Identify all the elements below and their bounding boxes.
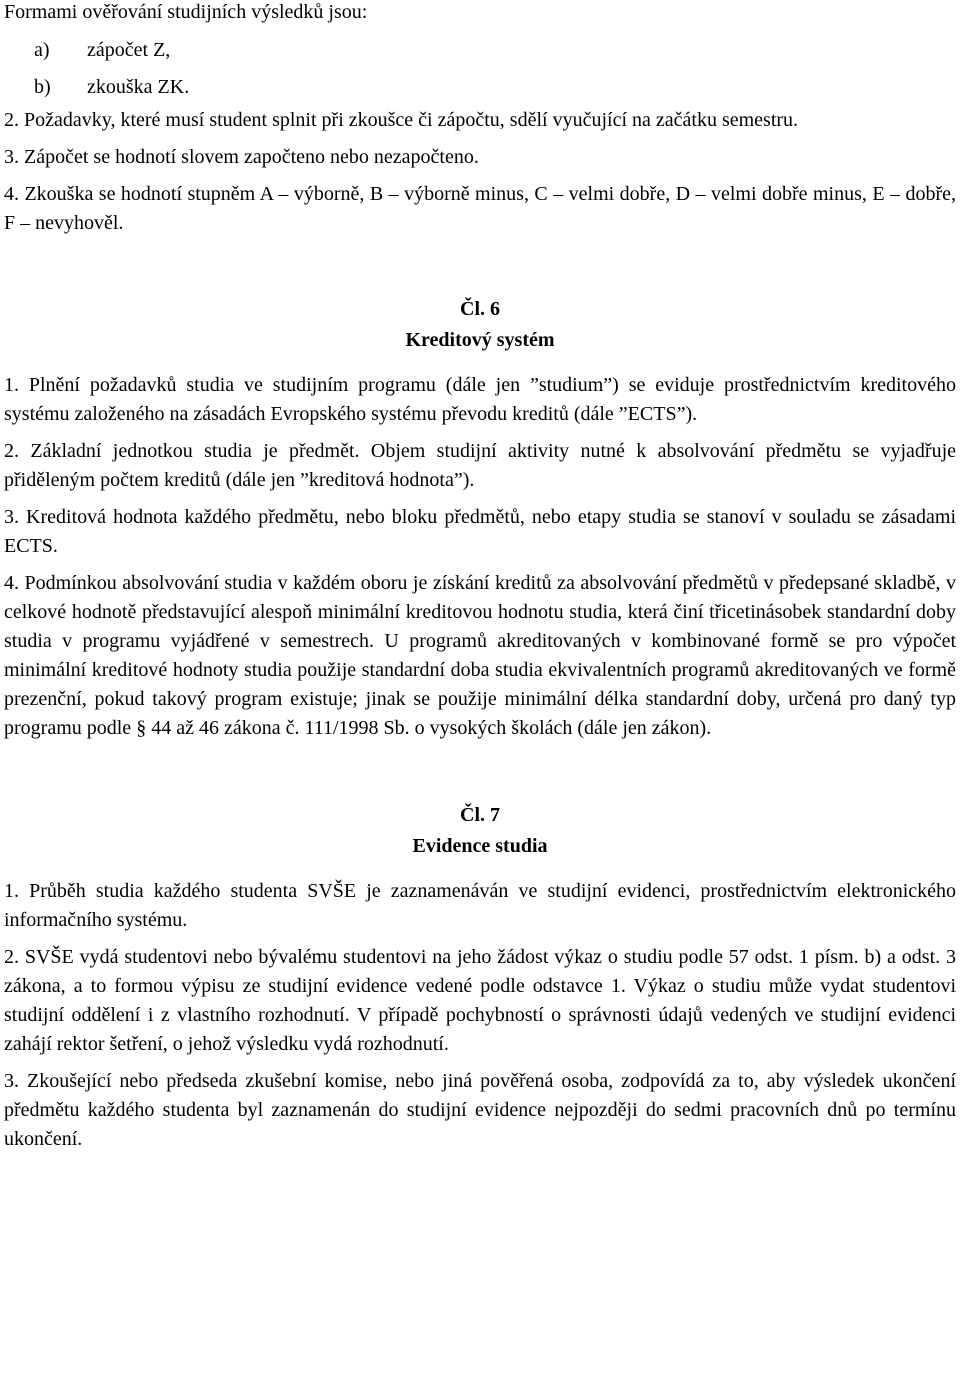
- paragraph: 4. Podmínkou absolvování studia v každém oboru je získání kreditů za absolvování předmětů v předepsané skladbě, v celkové hodnotě představující alespoň minimální kreditovou hodnotu studia, která činí třicetinásobek standardní doby studia v programu vyjádřené v semestrech. U programů akreditovaných v kombinované formě se pro výpočet minimální kreditové hodnoty studia použije standardní doba studia ekvivalentních programů akreditovaných ve formě prezenční, pokud takový program existuje; jinak se použije minimální délka standardní doby, určená pro daný typ programu podle § 44 až 46 zákona č. 111/1998 Sb. o vysokých školách (dále jen zákon).: [4, 572, 956, 739]
- paragraph: 3. Zápočet se hodnotí slovem započteno nebo nezapočteno.: [4, 146, 479, 168]
- list-text: zápočet Z,: [87, 39, 171, 61]
- list-marker: b): [34, 76, 51, 98]
- paragraph: 4. Zkouška se hodnotí stupněm A – výborně, B – výborně minus, C – velmi dobře, D – velmi dobře minus, E – dobře, F – nevyhověl.: [4, 183, 956, 234]
- paragraph: 3. Kreditová hodnota každého předmětu, nebo bloku předmětů, nebo etapy studia se stanoví v souladu se zásadami ECTS.: [4, 506, 956, 557]
- article-title: Kreditový systém: [405, 329, 555, 351]
- paragraph: 2. SVŠE vydá studentovi nebo bývalému studentovi na jeho žádost výkaz o studiu podle 57 odst. 1 písm. b) a odst. 3 zákona, a to formou výpisu ze studijní evidence vedené podle odstavce 1. Výkaz o studiu může vydat studentovi studijní oddělení i z vlastního rozhodnutí. V případě pochybností o správnosti údajů vedených ve studijní evidenci zahájí rektor šetření, o jehož výsledku vydá rozhodnutí.: [4, 946, 956, 1055]
- paragraph: 1. Průběh studia každého studenta SVŠE je zaznamenáván ve studijní evidenci, prostřednictvím elektronického informačního systému.: [4, 880, 956, 931]
- paragraph: 2. Základní jednotkou studia je předmět. Objem studijní aktivity nutné k absolvování předmětu se vyjadřuje přiděleným počtem kreditů (dále jen ”kreditová hodnota”).: [4, 440, 956, 491]
- paragraph: 2. Požadavky, které musí student splnit při zkoušce či zápočtu, sdělí vyučující na začátku semestru.: [4, 109, 799, 131]
- list-item: [4, 32, 956, 69]
- article-number: Čl. 7: [460, 804, 500, 826]
- paragraph: 1. Plnění požadavků studia ve studijním programu (dále jen ”studium”) se eviduje prostřednictvím kreditového systému založeného na zásadách Evropského systému převodu kreditů (dále ”ECTS”).: [4, 374, 956, 425]
- list-text: zkouška ZK.: [87, 76, 190, 98]
- list-marker: a): [34, 39, 50, 61]
- intro-text: Formami ověřování studijních výsledků jsou:: [4, 1, 368, 23]
- article-number: Čl. 6: [460, 298, 500, 320]
- article-title: Evidence studia: [412, 835, 548, 857]
- paragraph: 3. Zkoušející nebo předseda zkušební komise, nebo jiná pověřená osoba, zodpovídá za to, aby výsledek ukončení předmětu každého studenta byl zaznamenán do studijní evidence nejpozději do sedmi pracovních dnů po termínu ukončení.: [4, 1070, 956, 1150]
- assessment-forms-list: [4, 32, 956, 106]
- list-item: [4, 69, 956, 106]
